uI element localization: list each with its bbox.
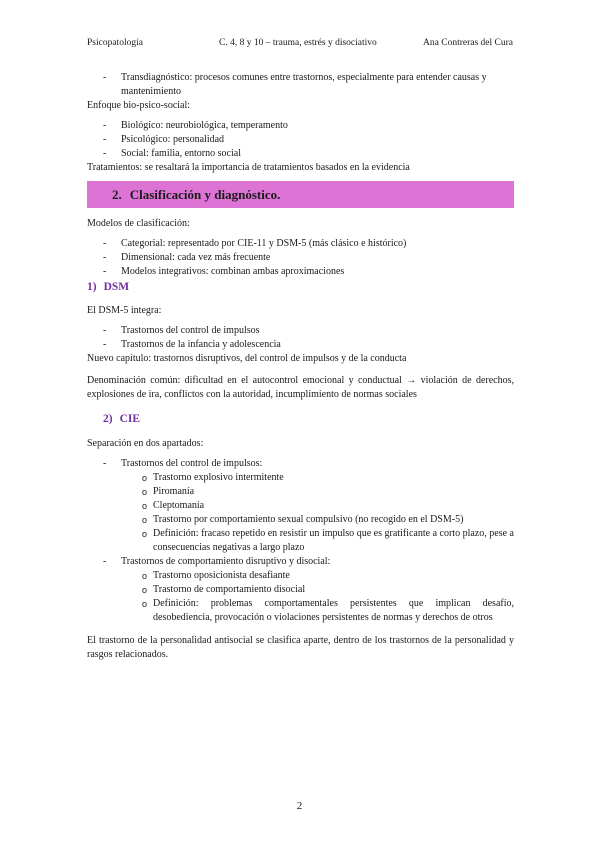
sub-list-item: o Cleptomanía [142,500,205,511]
dsm-intro: El DSM-5 integra: [87,305,162,316]
sub-list-item: o Piromanía [142,486,195,497]
sub-list-item: o Definición: problemas comportamentales persistentes que implican desafío, desobediencia, provocación o violaciones persistentes de normas y derechos de otros [142,598,514,623]
section-heading-2 [87,181,514,208]
models-title: Modelos de clasificación: [87,218,190,229]
list-item: - Trastornos del control de impulsos [103,325,260,336]
list-item: - Transdiagnóstico: procesos comunes entre trastornos, especialmente para entender causas y mantenimiento [103,72,487,97]
list-item: - Modelos integrativos: combinan ambas aproximaciones [103,266,345,277]
denominacion-paragraph: Denominación común: dificultad en el autocontrol emocional y conductual → violación de derechos, explosiones de ira, conflictos con la autoridad, incumplimiento de normas sociales [87,375,514,400]
sub-list-item: o Trastorno oposicionista desafiante [142,570,290,581]
models-list [87,237,514,279]
bio-list [87,119,514,161]
list-item: - Psicológico: personalidad [103,134,225,145]
tratamientos-paragraph: Tratamientos: se resaltará la importancia de tratamientos basados en la evidencia [87,162,410,173]
list-item: - Categorial: representado por CIE-11 y DSM-5 (más clásico e histórico) [103,238,407,249]
list-item: - Trastornos de comportamiento disruptivo y disocial: o Trastorno oposicionista desafiante o Trastorno de comportamiento disocial o Definición: problemas comportamentales persistentes que implican desafío, desobediencia, provocación o violaciones persistentes de normas y derechos de otros [87,555,514,625]
list-item: - Trastornos del control de impulsos: o Trastorno explosivo intermitente o Piromanía o Cleptomanía o Trastorno por comportamiento sexual compulsivo (no recogido en el DSM-5) o Definición: fracaso repetido en resistir un impulso que es gratificante a corto plazo, pese a consecuencias negativas a largo plazo [87,457,514,555]
subsection-heading-cie: 2) CIE [103,413,141,425]
sub-list-item: o Trastorno de comportamiento disocial [142,584,306,595]
header-chapter: C. 4, 8 y 10 – trauma, estrés y disociativo [219,38,377,48]
page-number: 2 [296,800,303,812]
page-header [87,36,513,50]
list-item: - Biológico: neurobiológica, temperamento [103,120,288,131]
cie-intro: Separación en dos apartados: [87,438,204,449]
list-item: - Trastornos de la infancia y adolescencia [103,339,281,350]
cie-sublist [87,471,514,555]
subsection-heading-dsm: 1) DSM [87,281,130,293]
sub-list-item: o Trastorno explosivo intermitente [142,472,284,483]
list-item: - Social: familia, entorno social [103,148,241,159]
cie-list [87,457,514,625]
section-title: Clasificación y diagnóstico. [129,187,281,202]
header-author: Ana Contreras del Cura [423,38,513,48]
bio-title: Enfoque bio-psico-social: [87,100,191,111]
dsm-list [87,324,514,352]
sub-list-item: o Definición: fracaso repetido en resistir un impulso que es gratificante a corto plazo, pese a consecuencias negativas a largo plazo [142,528,514,553]
header-subject: Psicopatología [87,38,143,48]
section-number: 2. [112,187,122,202]
list-item: - Dimensional: cada vez más frecuente [103,252,271,263]
closing-paragraph: El trastorno de la personalidad antisocial se clasifica aparte, dentro de los trastornos de la personalidad y rasgos relacionados. [87,635,514,660]
nuevo-capitulo-paragraph: Nuevo capítulo: trastornos disruptivos, del control de impulsos y de la conducta [87,353,407,364]
intro-list [87,71,514,99]
sub-list-item: o Trastorno por comportamiento sexual compulsivo (no recogido en el DSM-5) [142,514,464,525]
page-body [87,71,514,662]
cie-sublist [87,569,514,625]
